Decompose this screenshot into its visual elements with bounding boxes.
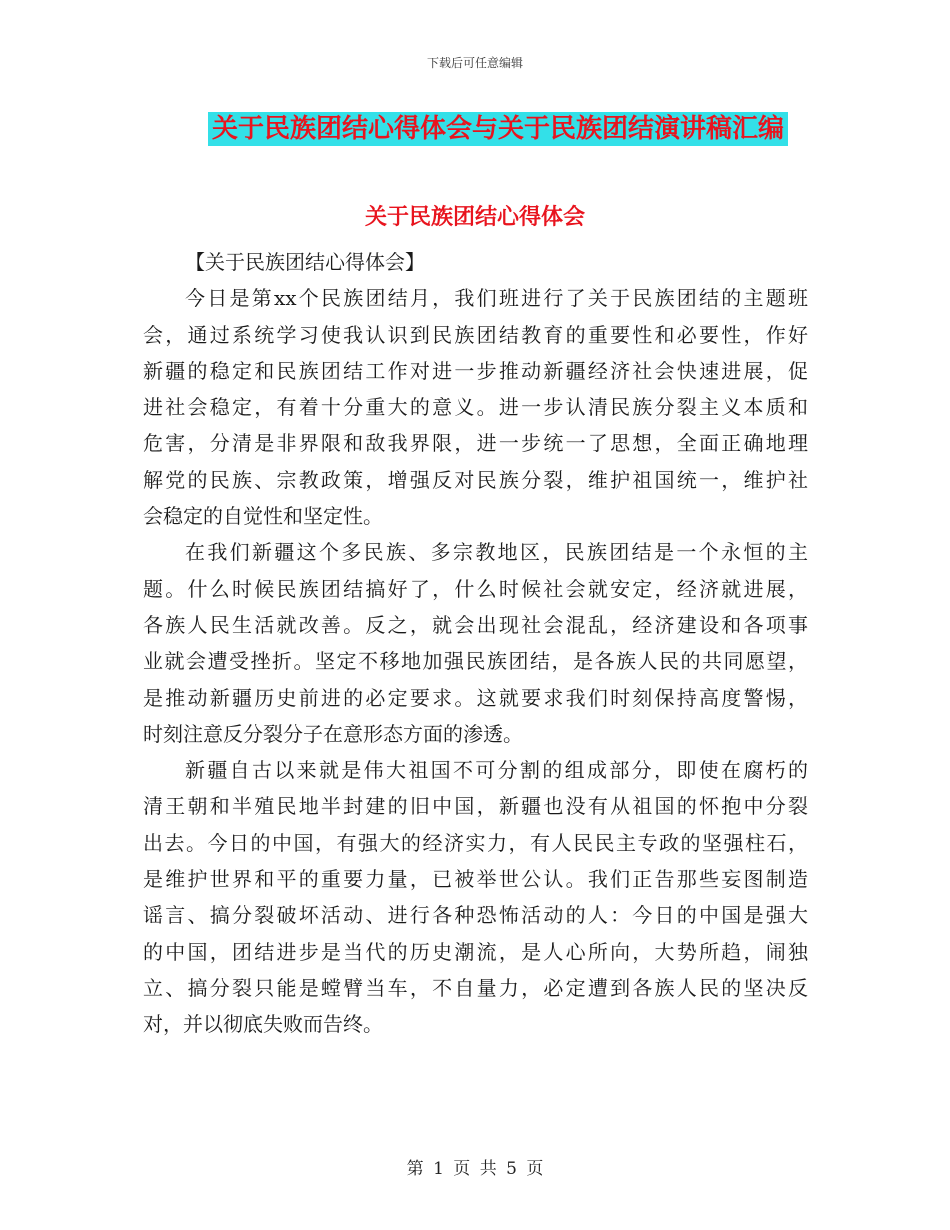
body-line: 出去。今日的中国，有强大的经济实力，有人民民主专政的坚强柱石， — [143, 830, 808, 855]
body-line: 立、搞分裂只能是螳臂当车，不自量力，必定遭到各族人民的坚决反 — [143, 975, 808, 1000]
body-line: 是维护世界和平的重要力量，已被举世公认。我们正告那些妄图制造 — [143, 867, 808, 892]
body-line: 时刻注意反分裂分子在意形态方面的渗透。 — [143, 721, 523, 746]
body-line: 谣言、搞分裂破坏活动、进行各种恐怖活动的人：今日的中国是强大 — [143, 903, 808, 928]
body-line: 在我们新疆这个多民族、多宗教地区，民族团结是一个永恒的主 — [185, 540, 808, 565]
body-line: 新疆的稳定和民族团结工作对进一步推动新疆经济社会快速进展，促 — [143, 358, 808, 383]
body-line: 今日是第xx个民族团结月，我们班进行了关于民族团结的主题班 — [185, 286, 808, 311]
body-line: 的中国，团结进步是当代的历史潮流，是人心所向，大势所趋，闹独 — [143, 939, 808, 964]
body-line: 题。什么时候民族团结搞好了，什么时候社会就安定，经济就进展， — [143, 576, 808, 601]
body-line: 【关于民族团结心得体会】 — [185, 250, 425, 274]
body-text — [143, 244, 808, 1043]
body-line: 对，并以彻底失败而告终。 — [143, 1012, 383, 1037]
body-line: 新疆自古以来就是伟大祖国不可分割的组成部分，即使在腐朽的 — [185, 758, 808, 783]
header-note: 下载后可任意编辑 — [426, 56, 523, 70]
body-line: 会，通过系统学习使我认识到民族团结教育的重要性和必要性，作好 — [143, 322, 808, 347]
body-line: 业就会遭受挫折。坚定不移地加强民族团结，是各族人民的共同愿望， — [143, 649, 808, 674]
body-line: 会稳定的自觉性和坚定性。 — [143, 504, 383, 529]
body-line: 危害，分清是非界限和敌我界限，进一步统一了思想，全面正确地理 — [143, 431, 808, 456]
body-line: 是推动新疆历史前进的必定要求。这就要求我们时刻保持高度警惕， — [143, 685, 808, 710]
body-line: 各族人民生活就改善。反之，就会出现社会混乱，经济建设和各项事 — [143, 612, 808, 637]
main-title: 关于民族团结心得体会与关于民族团结演讲稿汇编 — [208, 112, 788, 146]
body-line: 进社会稳定，有着十分重大的意义。进一步认清民族分裂主义本质和 — [143, 395, 808, 420]
page-footer: 第 1 页 共 5 页 — [406, 1159, 544, 1179]
section-title: 关于民族团结心得体会 — [364, 205, 585, 230]
body-line: 解党的民族、宗教政策，增强反对民族分裂，维护祖国统一，维护社 — [143, 467, 808, 492]
body-line: 清王朝和半殖民地半封建的旧中国，新疆也没有从祖国的怀抱中分裂 — [143, 794, 808, 819]
